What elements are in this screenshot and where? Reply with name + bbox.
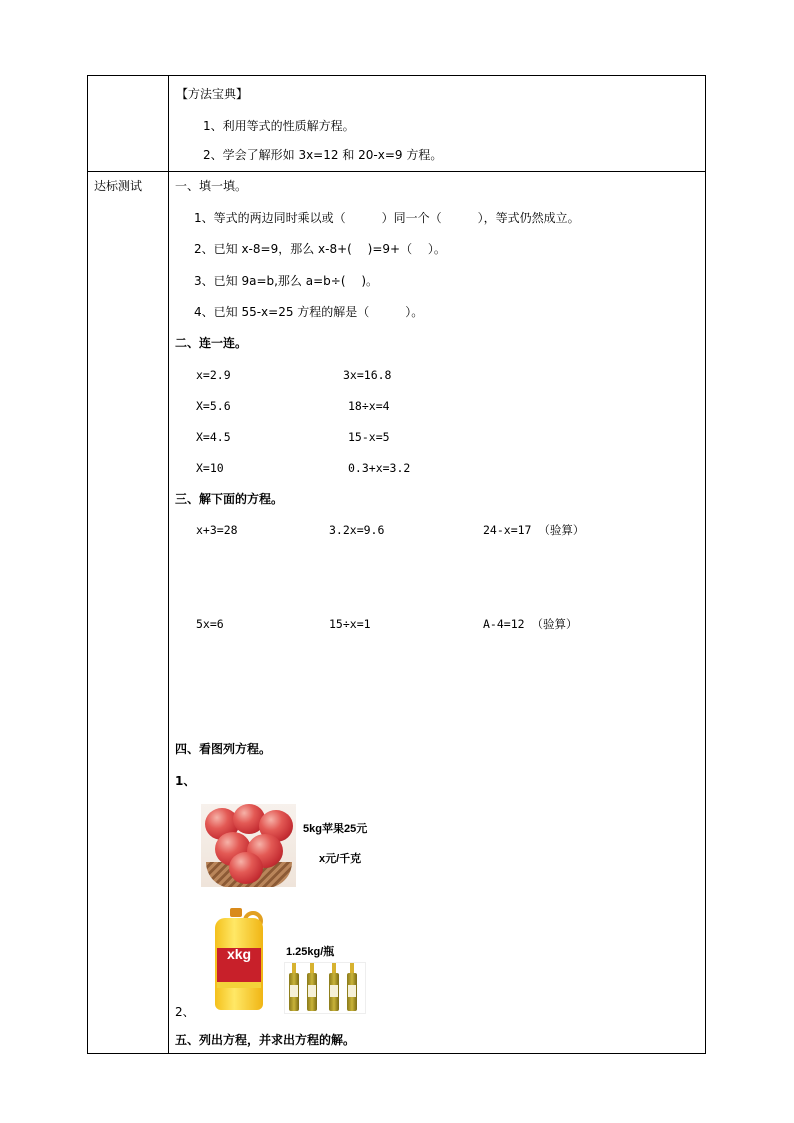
fill-item-3: 3、已知 9a=b,那么 a=b÷( )。 <box>194 274 378 288</box>
section-4-title: 四、看图列方程。 <box>175 742 272 756</box>
method-item-1: 1、利用等式的性质解方程。 <box>203 119 355 133</box>
big-bottle-weight: xkg <box>226 946 252 962</box>
match-right-2: 18÷x=4 <box>348 399 390 413</box>
equation-2: 3.2x=9.6 <box>329 523 385 537</box>
small-bottle <box>329 963 339 1011</box>
small-bottle <box>307 963 317 1011</box>
worksheet-table <box>87 75 706 1054</box>
match-left-1: x=2.9 <box>196 368 231 382</box>
problem-2-number: 2、 <box>175 1005 195 1019</box>
match-right-4: 0.3+x=3.2 <box>348 461 411 475</box>
bottle-cap <box>230 908 242 917</box>
equation-6: A-4=12 （验算） <box>483 617 578 631</box>
equation-5: 15÷x=1 <box>329 617 371 631</box>
apples-image <box>201 804 296 887</box>
fill-item-4: 4、已知 55-x=25 方程的解是（ ）。 <box>194 305 424 319</box>
equation-4: 5x=6 <box>196 617 224 631</box>
match-left-3: X=4.5 <box>196 430 231 444</box>
match-right-3: 15-x=5 <box>348 430 390 444</box>
bottle-label-band <box>217 982 261 988</box>
small-bottle-weight: 1.25kg/瓶 <box>286 946 335 958</box>
match-left-2: X=5.6 <box>196 399 231 413</box>
match-right-1: 3x=16.8 <box>343 368 392 382</box>
section-5-title: 五、列出方程，并求出方程的解。 <box>175 1033 356 1047</box>
section-1-title: 一、填一填。 <box>175 179 248 193</box>
oil-bottle-image <box>215 908 267 1010</box>
section-2-title: 二、连一连。 <box>175 336 248 350</box>
small-bottle <box>289 963 299 1011</box>
method-header: 【方法宝典】 <box>176 87 249 101</box>
equation-1: x+3=28 <box>196 523 238 537</box>
fill-item-1: 1、等式的两边同时乘以或（ ）同一个（ ），等式仍然成立。 <box>194 211 580 225</box>
fill-item-2: 2、已知 x-8=9，那么 x-8+( )=9+（ ）。 <box>194 242 446 256</box>
match-left-4: X=10 <box>196 461 224 475</box>
small-bottles-image <box>284 962 366 1014</box>
method-item-2: 2、学会了解形如 3x=12 和 20-x=9 方程。 <box>203 148 443 162</box>
apple <box>229 852 263 884</box>
section-3-title: 三、解下面的方程。 <box>175 492 284 506</box>
apple-unit-price-label: x元/千克 <box>319 853 362 865</box>
small-bottle <box>347 963 357 1011</box>
problem-1-number: 1、 <box>175 774 196 788</box>
equation-3: 24-x=17 （验算） <box>483 523 585 537</box>
column-divider <box>168 76 169 1053</box>
apple-price-label: 5kg苹果25元 <box>303 823 368 835</box>
row-divider <box>88 171 705 172</box>
test-label: 达标测试 <box>94 179 143 193</box>
